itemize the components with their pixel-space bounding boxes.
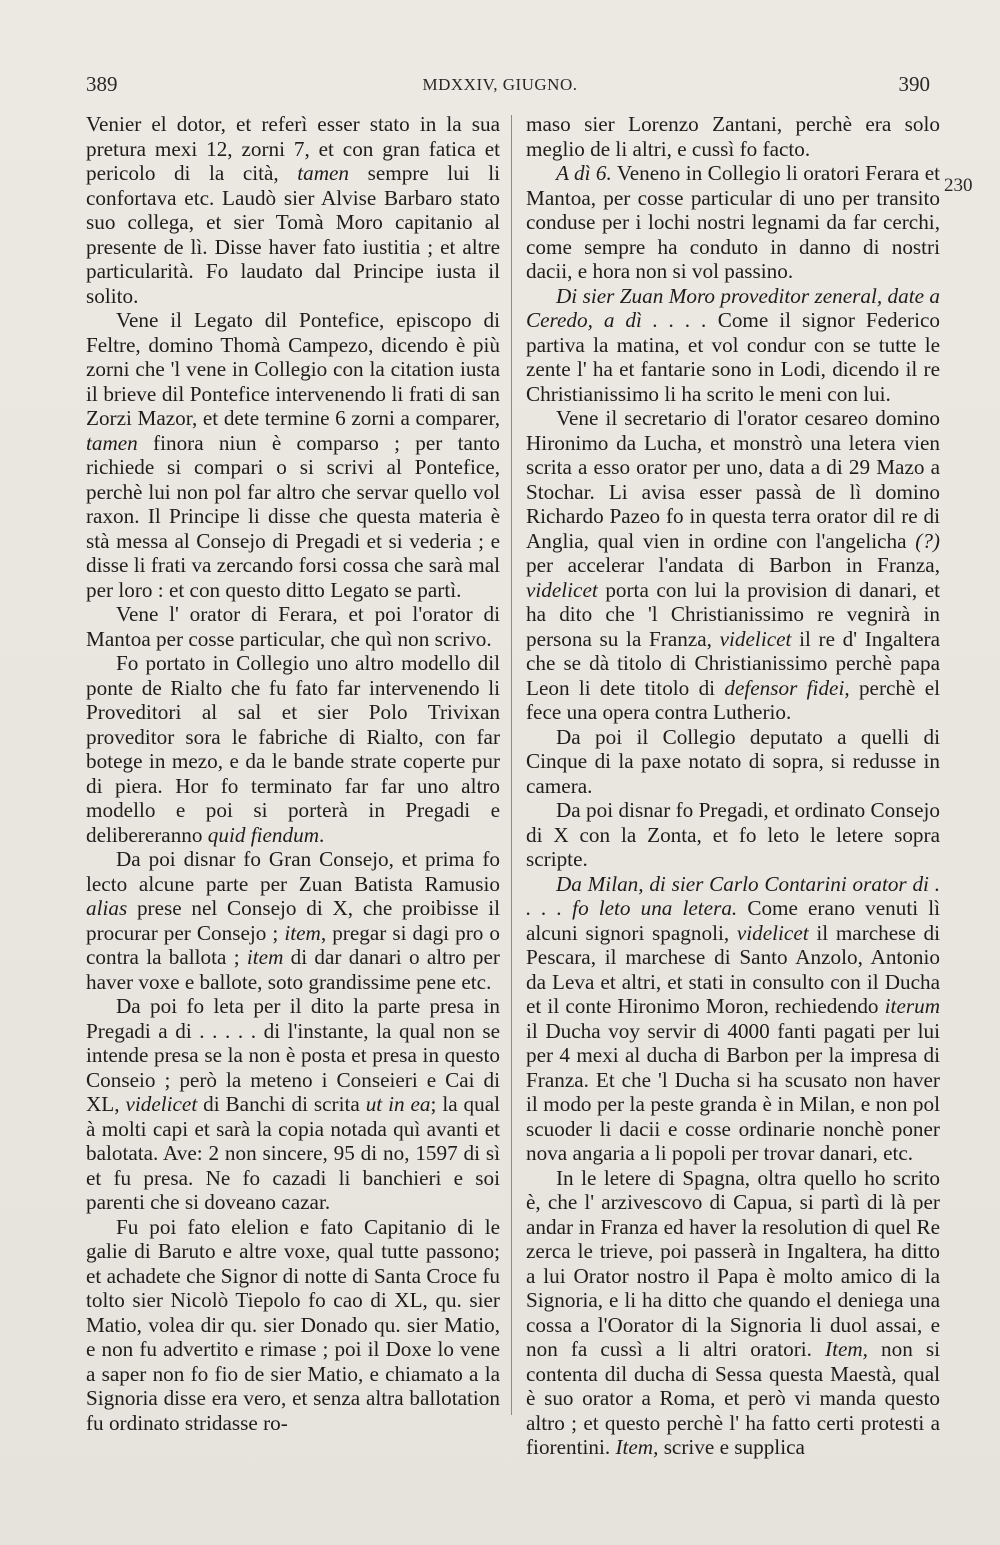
right-column: [526, 112, 940, 1460]
paragraph: Da poi fo leta per il dito la parte presa in Pregadi a di . . . . . di l'instante, la qual non se intende presa se la non è posta et presa in questo Conseio ; però la meteno i Conseieri e Cai di XL, videlicet di Banchi di scrita ut in ea; la qual à molti capi et sarà la copia notada quì avanti et balotata. Ave: 2 non sincere, 95 di no, 1597 di sì et fu presa. Ne fo cazadi li banchieri e soi parenti che si doveano cazar.: [86, 994, 501, 1214]
paragraph: Da poi il Collegio deputato a quelli di Cinque di la paxe notato di sopra, si redusse in camera.: [526, 724, 940, 798]
column-divider: [511, 115, 512, 1415]
paragraph: Vene l' orator di Ferara, et poi l'orator di Mantoa per cosse particular, che quì non scrivo.: [86, 602, 500, 651]
left-column: [86, 112, 500, 1435]
paragraph: Fu poi fato elelion e fato Capitanio di le galie di Baruto e altre voxe, qual tutte passono; et achadete che Signor di notte di Santa Croce fu tolto sier Nicolò Tiepolo fo cao di XL, qu. sier Matio, volea dir qu. sier Donado qu. sier Matio, e non fu advertito e rimase ; poi il Doxe lo vene a saper non fo fio de sier Matio, e chiamato a la Signoria disse era vero, et senza altra ballotation fu ordinato stridasse ro-: [86, 1214, 500, 1435]
paragraph: A dì 6. Veneno in Collegio li oratori Ferara et Mantoa, per cosse particular di uno per transito conduse per i lochi nostri legnami da far cerchi, come sempre ha conduto in danno di nostri dacii, e hora non si vol passino.: [526, 161, 940, 283]
paragraph: Da poi disnar fo Pregadi, et ordinato Consejo di X con la Zonta, et fo leto le letere sopra scripte.: [526, 798, 940, 871]
margin-note: 230: [944, 175, 973, 196]
paragraph: In le letere di Spagna, oltra quello ho scrito è, che l' arzivescovo di Capua, si partì di là per andar in Franza ed haver la resolution di quel Re zerca le trieve, poi passerà in Ingaltera, ha ditto a lui Orator nostro il Papa è molto amico di la Signoria, e li ha ditto che quando el deniega una cossa a l'Oorator di la Signoria li duol assai, e non fa cussì a li altri oratori. Item, non si contenta dil ducha di Sessa questa Maestà, qual è suo orator a Roma, et però vi manda questo altro ; et questo perchè l' ha fatto certi protesti a fiorentini. Item, scrive e supplica: [526, 1165, 940, 1459]
paragraph: Di sier Zuan Moro proveditor zeneral, date a Ceredo, a dì . . . . Come il signor Federico partiva la matina, et vol condur con se tutte le zente l' ha et fantarie sono in Lodi, dicendo il re Christianissimo li ha scrito le meni con lui.: [526, 283, 940, 406]
paragraph: Vene il secretario di l'orator cesareo domino Hironimo da Lucha, et monstrò una letera vien scrita a esso orator per uno, data a di 29 Mazo a Stochar. Li avisa esser passà de lì domino Richardo Pazeo fo in questa terra orator dil re di Anglia, qual vien in ordine con l'angelicha (?) per accelerar l'andata di Barbon in Franza, videlicet porta con lui la provision di danari, et ha dito che 'l Christianissimo re vegnirà in persona su la Franza, videlicet il re d' Ingaltera che se dà titolo di Christianissimo perchè papa Leon li dete titolo di defensor fidei, perchè el fece una opera contra Lutherio.: [526, 406, 941, 724]
page-number-left: 389: [86, 72, 118, 96]
paragraph: maso sier Lorenzo Zantani, perchè era solo meglio de li altri, e cussì fo facto.: [526, 112, 940, 161]
paragraph: Vene il Legato dil Pontefice, episcopo di Feltre, domino Thomà Campezo, dicendo è più zorni che 'l vene in Collegio con la citation iusta il brieve dil Pontefice intervenendo li frati di san Zorzi Mazor, et dete termine 6 zorni a comparer, tamen finora niun è comparso ; per tanto richiede si compari o si scrivi al Pontefice, perchè lui non pol far altro che servar quello vol raxon. Il Principe li disse che questa materia è stà messa al Consejo di Pregadi et si vederia ; e disse li frati va zercando forsi cossa che sarà mal per loro : et con questo ditto Legato se partì.: [86, 308, 500, 602]
running-head: MDXXIV, GIUGNO.: [422, 75, 578, 94]
page-number-right: 390: [898, 72, 930, 96]
paragraph: Venier el dotor, et referì esser stato in la sua pretura mexi 12, zorni 7, et con gran fatica et pericolo di la cità, tamen sempre lui li confortava etc. Laudò sier Alvise Barbaro stato suo collega, et sier Tomà Moro capitanio al presente de lì. Disse haver fato iustitia ; et altre particularità. Fo laudato dal Principe iusta il solito.: [86, 112, 500, 308]
paragraph: Fo portato in Collegio uno altro modello dil ponte de Rialto che fu fato far intervenendo li Proveditori al sal et sier Polo Trivixan proveditor sora le fabriche di Rialto, con far botege in mezo, e da le bande strate coperte pur di piera. Hor fo terminato far far uno altro modello e poi si porterà in Pregadi e delibereranno quid fiendum.: [86, 651, 500, 847]
paragraph: Da Milan, di sier Carlo Contarini orator di . . . . fo leto una letera. Come erano venuti lì alcuni signori spagnoli, videlicet il marchese di Pescara, il marchese di Santo Anzolo, Antonio da Leva et altri, et stati in consulto con il Ducha et il conte Hironimo Moron, rechiedendo iterum il Ducha voy servir di 4000 fanti pagati per lui per 4 mexi al ducha di Barbon per la impresa di Franza. Et che 'l Ducha si ha scusato non haver il modo per la peste granda è in Milan, e non pol scuoder li dacii e cosse ordinarie nonchè poner nova angaria a li popoli per trovar danari, etc.: [526, 871, 941, 1165]
paragraph: Da poi disnar fo Gran Consejo, et prima fo lecto alcune parte per Zuan Batista Ramusio alias prese nel Consejo di X, che proibisse il procurar per Consejo ; item, pregar si dagi pro o contra la ballota ; item di dar danari o altro per haver voxe e ballote, soto grandissime pene etc.: [86, 847, 500, 994]
